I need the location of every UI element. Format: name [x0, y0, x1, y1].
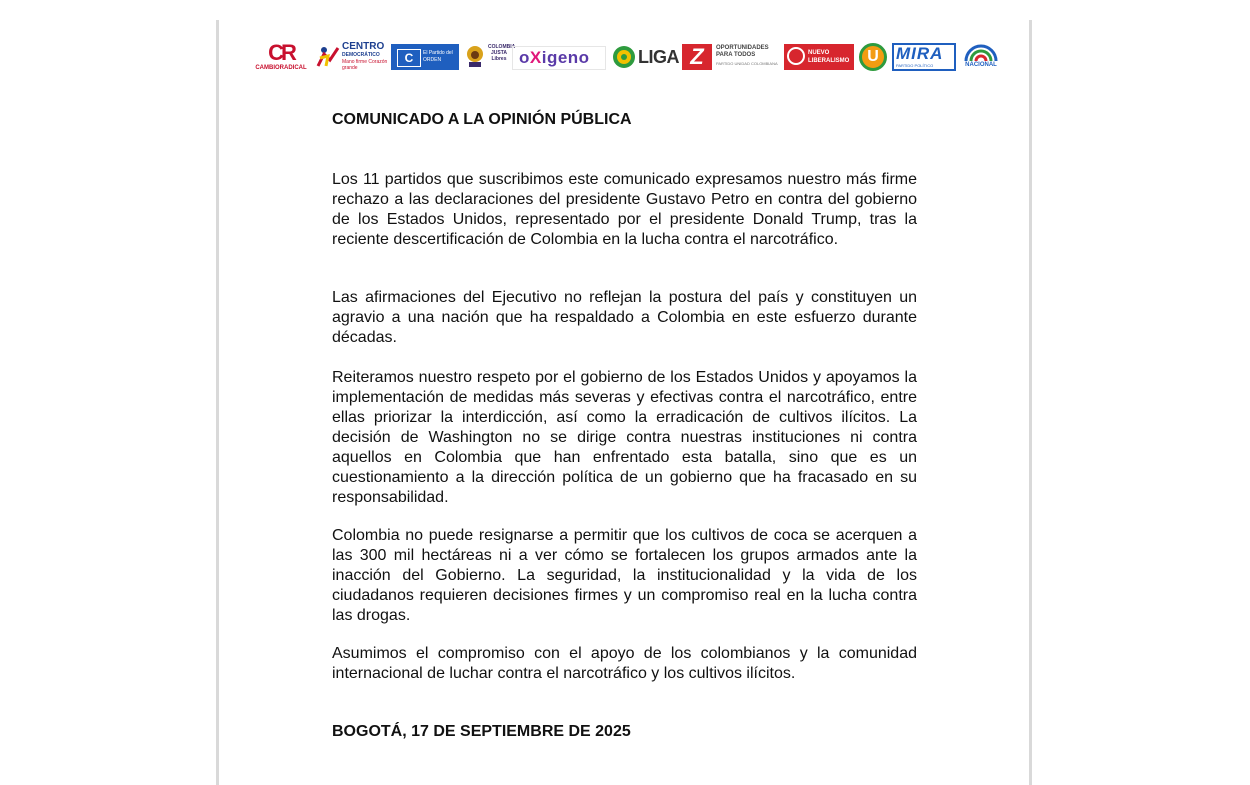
- colombia-justa-libres-logo: [462, 40, 516, 74]
- la-u-mark: U: [859, 43, 887, 71]
- salvacion-nacional-text: NACIONAL: [965, 62, 997, 68]
- mira-subtext: PARTIDO POLÍTICO: [896, 63, 934, 68]
- nuevo-liberalismo-text: NUEVO LIBERALISMO: [808, 50, 850, 64]
- paragraph-3: Reiteramos nuestro respeto por el gobierno de los Estados Unidos y apoyamos la implementación de medidas más severas y efectivas contra el narcotráfico, entre ellas priorizar la interdicción, así como la erradicación de cultivos ilícitos. La decisión de Washington no se dirige contra nuestras instituciones ni contra aquellos en Colombia que han enfrentado esta batalla, sino que es un cuestionamiento a la dirección política de un gobierno que ha fracasado en su responsabilidad.: [332, 369, 917, 506]
- partido-conservador-text: El Partido del ORDEN: [423, 50, 453, 63]
- oxigeno-text: [519, 48, 590, 68]
- liga-logo: [610, 40, 678, 74]
- liga-text: LIGA: [638, 47, 679, 67]
- oportunidades-subtext: PARTIDO UNIDAD COLOMBIANA: [716, 61, 778, 66]
- oportunidades-mark: Z: [682, 44, 712, 70]
- partido-conservador-mark: C: [397, 49, 421, 67]
- rainbow-arc-icon: [963, 42, 999, 62]
- paragraph-4: Colombia no puede resignarse a permitir que los cultivos de coca se acerquen a las 300 mil hectáreas ni a ver cómo se fortalecen los grupos armados ante la inacción del Gobierno. La seguridad, la institucionalidad y la vida de los ciudadanos requieren decisiones firmes y un compromiso real en la lucha contra las drogas.: [332, 527, 917, 624]
- nuevo-liberalismo-emblem-icon: [787, 47, 805, 65]
- paragraph-1: Los 11 partidos que suscribimos este comunicado expresamos nuestro más firme rechazo a las declaraciones del presidente Gustavo Petro en contra del gobierno de los Estados Unidos, representado por el presidente Donald Trump, tras la reciente descertificación de Colombia en la lucha contra el narcotráfico.: [332, 171, 917, 248]
- liga-emblem-icon: [612, 45, 636, 69]
- salvacion-nacional-logo: [960, 40, 1002, 74]
- centro-democratico-logo: [314, 40, 388, 74]
- paragraph-2: Las afirmaciones del Ejecutivo no reflejan la postura del país y constituyen un agravio a una nación que ha respaldado a Colombia en este esfuerzo durante décadas.: [332, 289, 917, 346]
- cambio-radical-logo: [250, 40, 312, 74]
- oxigeno-rest: igeno: [541, 48, 590, 67]
- cambio-radical-text: CAMBIORADICAL: [255, 65, 307, 71]
- colombia-justa-libres-text: COLOMBIA JUSTA Libres: [488, 44, 516, 62]
- partido-conservador-logo: [391, 44, 459, 70]
- centro-democratico-emblem-icon: [316, 44, 340, 68]
- oxigeno-x: X: [529, 48, 542, 67]
- mira-text: MIRA: [896, 44, 944, 63]
- paragraph-5: Asumimos el compromiso con el apoyo de los colombianos y la comunidad internacional de luchar contra el narcotráfico y los cultivos ilícitos.: [332, 645, 917, 682]
- centro-democratico-line1: CENTRO: [342, 41, 385, 52]
- lion-emblem-icon: [464, 44, 486, 68]
- oportunidades-logo: [682, 40, 780, 74]
- la-u-logo: [858, 40, 888, 74]
- centro-democratico-line2: DEMOCRÁTICO: [342, 52, 380, 58]
- oxigeno-o: o: [519, 48, 530, 67]
- party-logo-strip: [250, 40, 1002, 76]
- oxigeno-logo: [512, 46, 606, 70]
- cambio-radical-mark: CR: [268, 40, 294, 65]
- nuevo-liberalismo-logo: [784, 44, 854, 70]
- mira-logo: [892, 43, 956, 71]
- dateline: BOGOTÁ, 17 DE SEPTIEMBRE DE 2025: [332, 723, 631, 740]
- centro-democratico-line3: Mano firme Corazón grande: [342, 59, 388, 71]
- oportunidades-text: OPORTUNIDADES PARA TODOS: [716, 45, 769, 58]
- document-title: COMUNICADO A LA OPINIÓN PÚBLICA: [332, 111, 632, 128]
